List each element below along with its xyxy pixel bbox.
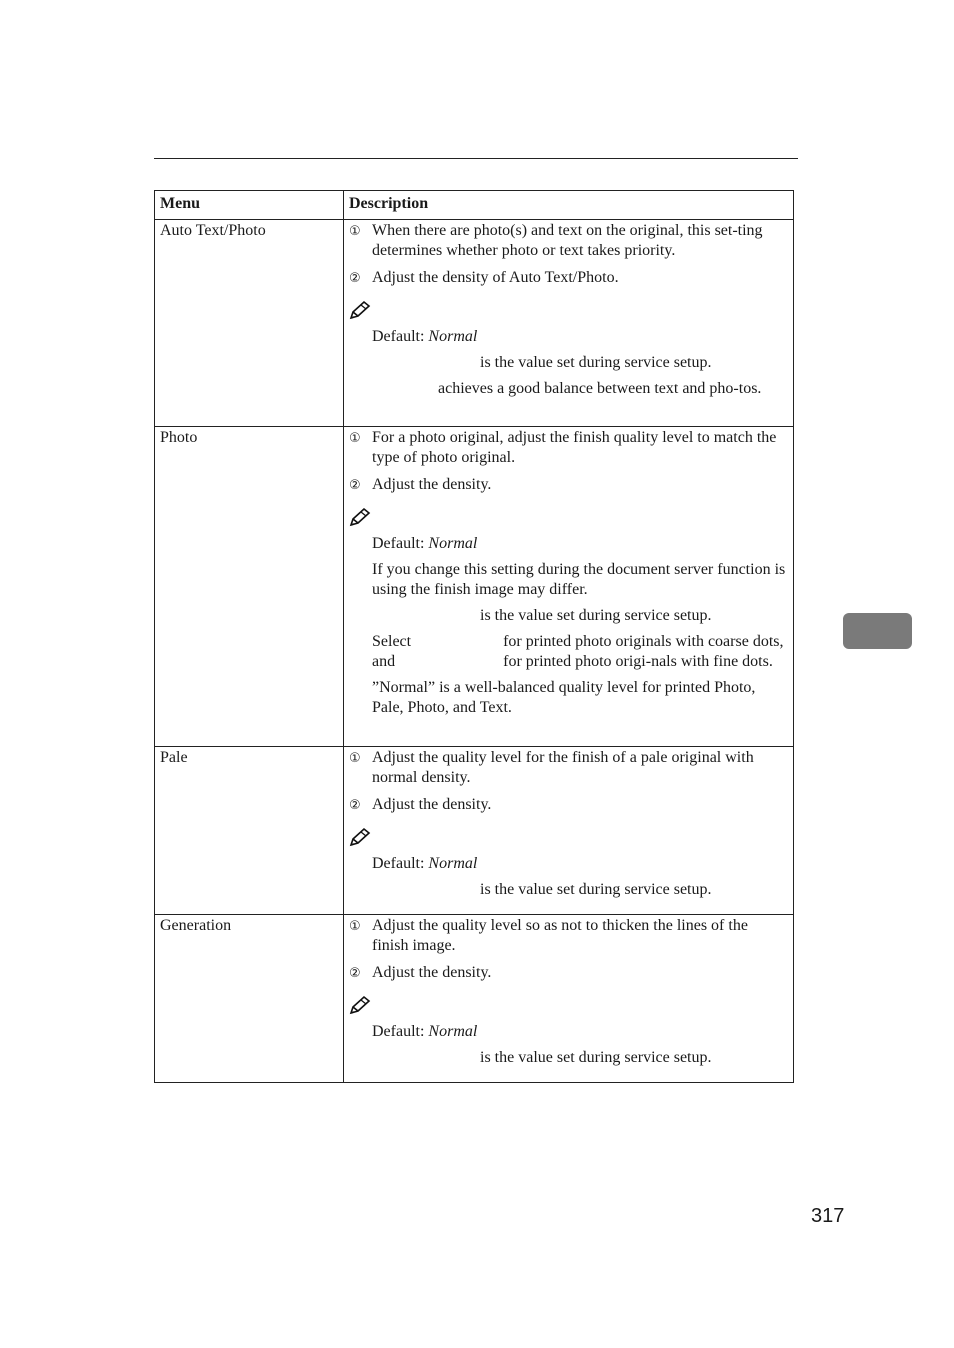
menu-cell: Pale <box>155 747 344 915</box>
default-note <box>372 1022 788 1042</box>
table-row <box>155 427 794 747</box>
default-label: Default: <box>372 535 425 552</box>
column-header-description: Description <box>344 191 794 220</box>
note-text: is the value set during service setup. <box>480 607 712 624</box>
step-number: ① <box>349 919 361 934</box>
pencil-note-icon <box>349 300 788 324</box>
description-cell <box>344 427 794 747</box>
menu-cell: Auto Text/Photo <box>155 220 344 427</box>
note-text: If you change this setting during the document server function is using the finish image may differ. <box>372 561 786 598</box>
step-number: ② <box>349 966 361 981</box>
note-text: achieves a good balance between text and pho-tos. <box>438 380 762 397</box>
note-text: is the value set during service setup. <box>480 354 712 371</box>
step-number: ① <box>349 751 361 766</box>
default-note <box>372 854 788 874</box>
note-text: Select for printed photo originals with coarse dots, and for printed photo origi-nals with fine dots. <box>372 633 784 670</box>
default-note <box>372 327 788 347</box>
step-item <box>349 268 788 289</box>
step-number: ① <box>349 431 361 446</box>
step-item <box>349 963 788 984</box>
default-value: Normal <box>428 328 478 345</box>
column-header-menu: Menu <box>155 191 344 220</box>
menu-description-table <box>154 190 794 1083</box>
pencil-note-icon <box>349 827 788 851</box>
step-text: Adjust the quality level for the finish of a pale original with normal density. <box>372 749 754 786</box>
chapter-tab <box>843 613 912 649</box>
step-number: ② <box>349 271 361 286</box>
pencil-note-icon <box>349 995 788 1019</box>
step-item <box>349 795 788 816</box>
step-number: ① <box>349 224 361 239</box>
step-item <box>349 748 788 788</box>
step-item <box>349 428 788 468</box>
description-cell <box>344 747 794 915</box>
description-cell <box>344 915 794 1083</box>
header-rule <box>154 158 798 159</box>
step-text: For a photo original, adjust the finish quality level to match the type of photo original. <box>372 429 777 466</box>
pencil-note-icon <box>349 507 788 531</box>
default-value: Normal <box>428 1023 478 1040</box>
step-item <box>349 221 788 261</box>
default-label: Default: <box>372 855 425 872</box>
step-text: Adjust the density. <box>372 476 492 493</box>
menu-cell: Photo <box>155 427 344 747</box>
note-text: ”Normal” is a well-balanced quality level for printed Photo, Pale, Photo, and Text. <box>372 679 756 716</box>
step-item <box>349 475 788 496</box>
step-number: ② <box>349 478 361 493</box>
note-text: is the value set during service setup. <box>480 881 712 898</box>
default-label: Default: <box>372 328 425 345</box>
default-label: Default: <box>372 1023 425 1040</box>
step-text: Adjust the density. <box>372 796 492 813</box>
table-header-row <box>155 191 794 220</box>
step-text: When there are photo(s) and text on the original, this set-ting determines whether photo or text takes priority. <box>372 222 763 259</box>
description-cell <box>344 220 794 427</box>
table-row <box>155 220 794 427</box>
step-text: Adjust the quality level so as not to thicken the lines of the finish image. <box>372 917 748 954</box>
step-number: ② <box>349 798 361 813</box>
default-note <box>372 534 788 554</box>
default-value: Normal <box>428 855 478 872</box>
menu-cell: Generation <box>155 915 344 1083</box>
default-value: Normal <box>428 535 478 552</box>
note-text: is the value set during service setup. <box>480 1049 712 1066</box>
page-number: 317 <box>811 1205 845 1227</box>
step-item <box>349 916 788 956</box>
step-text: Adjust the density. <box>372 964 492 981</box>
step-text: Adjust the density of Auto Text/Photo. <box>372 269 619 286</box>
table-row <box>155 747 794 915</box>
table-row <box>155 915 794 1083</box>
